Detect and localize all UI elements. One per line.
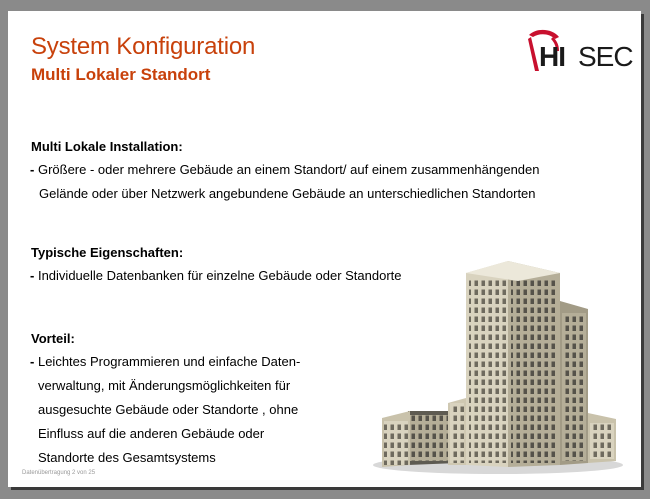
office-building-icon [368,243,628,479]
slide-title: System Konfiguration [31,33,256,60]
bullet-continuation: Standorte des Gesamtsystems [38,450,216,465]
bullet-text: Leichtes Programmieren und einfache Daten- [37,354,301,369]
slide-footer: Datenübertragung 2 von 25 [22,470,96,476]
bullet-line [30,162,539,177]
section-heading-installation: Multi Lokale Installation: [31,139,183,154]
bullet-continuation: Einfluss auf die anderen Gebäude oder [38,426,265,441]
logo-text-hi: HI [539,41,565,72]
bullet-line [30,354,300,369]
slide-subtitle: Multi Lokaler Standort [31,65,211,84]
bullet-text: Individuelle Datenbanken für einzelne Gebäude oder Standorte [37,268,402,283]
bullet-continuation: ausgesuchte Gebäude oder Standorte , ohne [38,402,299,417]
hisec-logo [523,23,633,81]
bullet-dash: - [30,162,35,177]
bullet-continuation: Gelände oder über Netzwerk angebundene Gebäude an unterschiedlichen Standorten [39,186,536,201]
bullet-dash: - [30,354,35,369]
bullet-text: Größere - oder mehrere Gebäude an einem Standort/ auf einem zusammenhängenden [37,162,540,177]
bullet-continuation: verwaltung, mit Änderungsmöglichkeiten für [38,378,291,393]
section-heading-eigenschaften: Typische Eigenschaften: [31,245,184,260]
section-heading-vorteil: Vorteil: [31,331,75,346]
slide [8,11,641,487]
logo-text-sec: SEC [578,41,633,72]
bullet-line [30,268,402,283]
bullet-dash: - [30,268,35,283]
